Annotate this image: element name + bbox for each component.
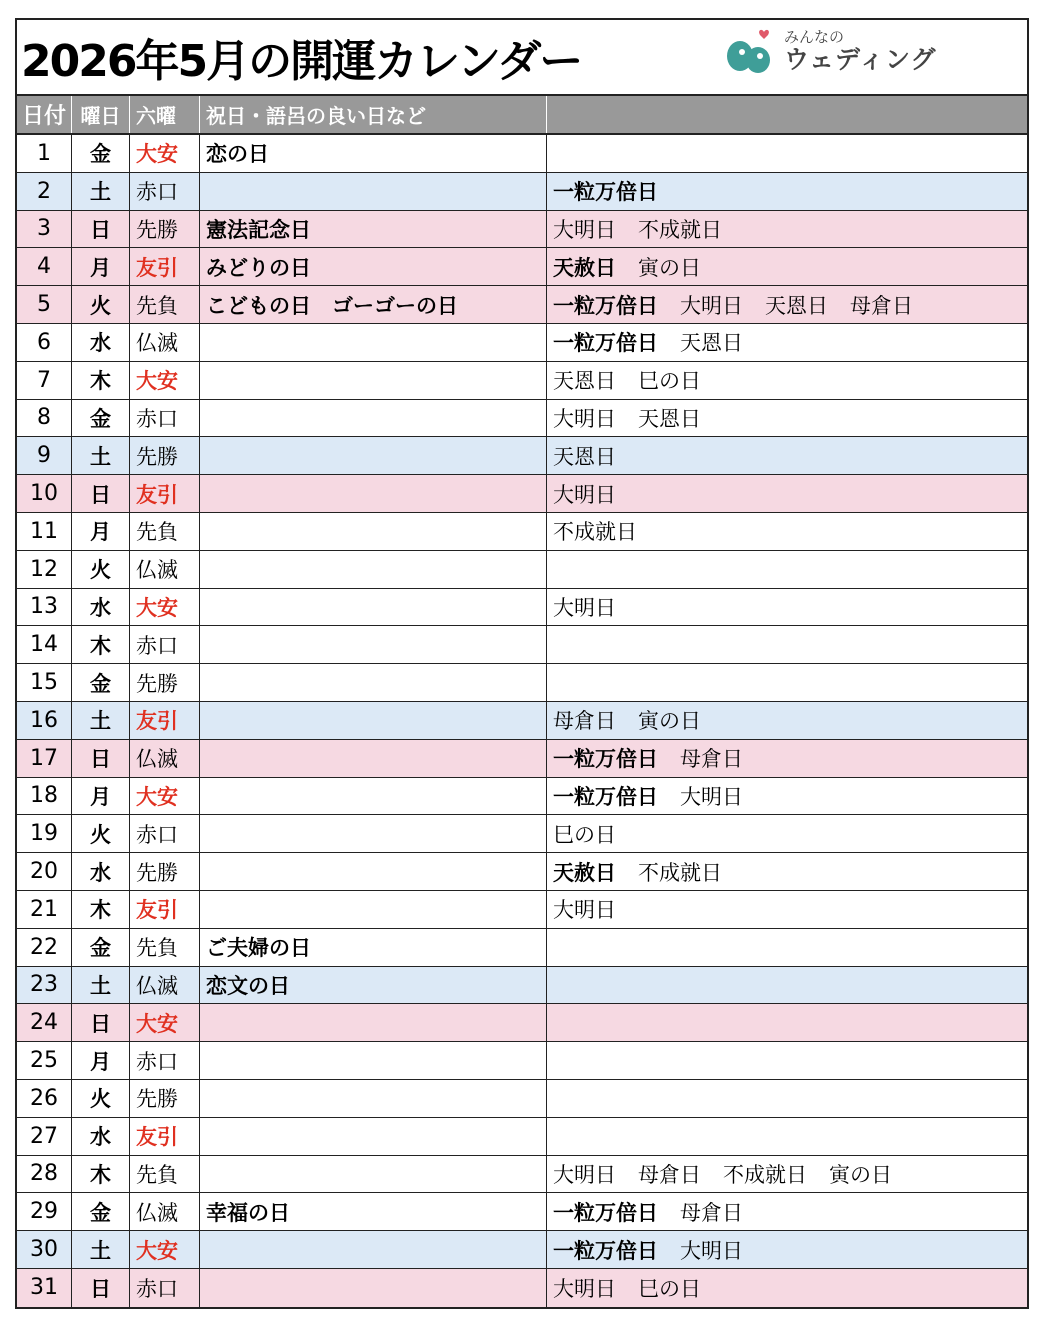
- lucky-day-item: 一粒万倍日: [553, 1200, 658, 1225]
- table-header: [17, 96, 1027, 135]
- lucky-days-cell: [547, 1231, 1027, 1268]
- rokuyo-cell: 先勝: [130, 437, 200, 474]
- lucky-days-cell: [547, 173, 1027, 210]
- date-cell: 2: [17, 173, 72, 210]
- weekday-cell: 水: [72, 589, 130, 626]
- date-cell: 28: [17, 1156, 72, 1193]
- weekday-cell: 土: [72, 1231, 130, 1268]
- lucky-day-item: 大明日: [553, 217, 616, 242]
- lucky-days-cell: [547, 1004, 1027, 1041]
- lucky-days-cell: [547, 1042, 1027, 1079]
- lucky-days-cell: [547, 248, 1027, 285]
- date-cell: 14: [17, 626, 72, 663]
- lucky-day-item: 大明日: [553, 406, 616, 431]
- logo-small-text: みんなの: [784, 28, 845, 46]
- weekday-cell: 月: [72, 1042, 130, 1079]
- lucky-day-item: 母倉日: [680, 747, 743, 772]
- lucky-days-cell: [547, 135, 1027, 172]
- rokuyo-cell: 先勝: [130, 664, 200, 701]
- lucky-days-cell: [547, 211, 1027, 248]
- weekday-cell: 火: [72, 551, 130, 588]
- rokuyo-cell: 先勝: [130, 211, 200, 248]
- date-cell: 19: [17, 815, 72, 852]
- lucky-days-cell: [547, 437, 1027, 474]
- weekday-cell: 金: [72, 1193, 130, 1230]
- lucky-day-item: 寅の日: [638, 255, 701, 280]
- holiday-cell: [200, 1004, 547, 1041]
- lucky-day-item: 天恩日: [680, 331, 743, 356]
- lucky-day-item: 大明日: [680, 293, 743, 318]
- rokuyo-cell: 先負: [130, 286, 200, 323]
- rokuyo-cell: 先勝: [130, 853, 200, 890]
- bird-logo-icon: [722, 26, 778, 76]
- holiday-cell: [200, 1156, 547, 1193]
- lucky-day-item: 天恩日: [553, 444, 616, 469]
- holiday-cell: [200, 1042, 547, 1079]
- weekday-cell: 金: [72, 664, 130, 701]
- table-row: [17, 173, 1027, 211]
- weekday-cell: 日: [72, 475, 130, 512]
- lucky-day-item: 不成就日: [638, 860, 722, 885]
- rokuyo-cell: 先負: [130, 1156, 200, 1193]
- holiday-cell: [200, 1269, 547, 1307]
- lucky-days-cell: [547, 664, 1027, 701]
- lucky-days-cell: [547, 1156, 1027, 1193]
- logo-large-text: ウェディング: [784, 45, 937, 74]
- lucky-days-cell: [547, 853, 1027, 890]
- rokuyo-cell: 先負: [130, 929, 200, 966]
- weekday-cell: 日: [72, 1269, 130, 1307]
- table-row: [17, 248, 1027, 286]
- rokuyo-cell: 仏滅: [130, 1193, 200, 1230]
- header-date: 日付: [17, 96, 72, 133]
- holiday-cell: [200, 400, 547, 437]
- rokuyo-cell: 仏滅: [130, 551, 200, 588]
- table-row: [17, 324, 1027, 362]
- table-row: [17, 135, 1027, 173]
- weekday-cell: 木: [72, 626, 130, 663]
- header-holiday: 祝日・語呂の良い日など: [200, 96, 547, 133]
- rokuyo-cell: 友引: [130, 1118, 200, 1155]
- header-rokuyo: 六曜: [130, 96, 200, 133]
- lucky-day-item: 母倉日: [553, 709, 616, 734]
- lucky-day-item: 大明日: [680, 784, 743, 809]
- weekday-cell: 金: [72, 135, 130, 172]
- date-cell: 20: [17, 853, 72, 890]
- weekday-cell: 火: [72, 1080, 130, 1117]
- lucky-days-cell: [547, 815, 1027, 852]
- date-cell: 21: [17, 891, 72, 928]
- date-cell: 3: [17, 211, 72, 248]
- date-cell: 26: [17, 1080, 72, 1117]
- lucky-day-item: 巳の日: [553, 822, 616, 847]
- lucky-day-item: 不成就日: [553, 520, 637, 545]
- lucky-days-cell: [547, 513, 1027, 550]
- table-row: [17, 1231, 1027, 1269]
- lucky-days-cell: [547, 324, 1027, 361]
- rokuyo-cell: 赤口: [130, 1269, 200, 1307]
- table-row: [17, 1042, 1027, 1080]
- lucky-day-item: 天恩日: [765, 293, 828, 318]
- date-cell: 10: [17, 475, 72, 512]
- date-cell: 15: [17, 664, 72, 701]
- table-row: [17, 551, 1027, 589]
- table-row: [17, 400, 1027, 438]
- rokuyo-cell: 大安: [130, 589, 200, 626]
- table-body: [17, 135, 1027, 1307]
- holiday-cell: [200, 1231, 547, 1268]
- date-cell: 23: [17, 967, 72, 1004]
- calendar-sheet: [15, 18, 1029, 1309]
- lucky-day-item: 大明日: [553, 482, 616, 507]
- lucky-days-cell: [547, 1269, 1027, 1307]
- table-row: [17, 362, 1027, 400]
- table-row: [17, 702, 1027, 740]
- weekday-cell: 土: [72, 173, 130, 210]
- weekday-cell: 月: [72, 248, 130, 285]
- date-cell: 6: [17, 324, 72, 361]
- rokuyo-cell: 赤口: [130, 173, 200, 210]
- header-weekday: 曜日: [72, 96, 130, 133]
- lucky-days-cell: [547, 967, 1027, 1004]
- lucky-day-item: 一粒万倍日: [553, 784, 658, 809]
- holiday-cell: [200, 173, 547, 210]
- holiday-cell: [200, 475, 547, 512]
- table-row: [17, 1004, 1027, 1042]
- rokuyo-cell: 仏滅: [130, 967, 200, 1004]
- rokuyo-cell: 先勝: [130, 1080, 200, 1117]
- table-row: [17, 286, 1027, 324]
- weekday-cell: 土: [72, 437, 130, 474]
- holiday-cell: みどりの日: [200, 248, 547, 285]
- page-title: 2026年5月の開運カレンダー: [21, 36, 582, 87]
- rokuyo-cell: 大安: [130, 362, 200, 399]
- lucky-day-item: 母倉日: [850, 293, 913, 318]
- weekday-cell: 火: [72, 286, 130, 323]
- table-row: [17, 1193, 1027, 1231]
- date-cell: 22: [17, 929, 72, 966]
- lucky-day-item: 大明日: [553, 1162, 616, 1187]
- table-row: [17, 475, 1027, 513]
- table-row: [17, 853, 1027, 891]
- lucky-day-item: 巳の日: [638, 369, 701, 394]
- table-row: [17, 967, 1027, 1005]
- table-row: [17, 437, 1027, 475]
- weekday-cell: 日: [72, 1004, 130, 1041]
- rokuyo-cell: 大安: [130, 135, 200, 172]
- lucky-day-item: 母倉日: [638, 1162, 701, 1187]
- rokuyo-cell: 赤口: [130, 1042, 200, 1079]
- date-cell: 1: [17, 135, 72, 172]
- lucky-days-cell: [547, 589, 1027, 626]
- table-row: [17, 1118, 1027, 1156]
- date-cell: 17: [17, 740, 72, 777]
- holiday-cell: [200, 740, 547, 777]
- weekday-cell: 土: [72, 702, 130, 739]
- holiday-cell: ご夫婦の日: [200, 929, 547, 966]
- lucky-day-item: 天赦日: [553, 860, 616, 885]
- date-cell: 25: [17, 1042, 72, 1079]
- table-row: [17, 1156, 1027, 1194]
- holiday-cell: [200, 702, 547, 739]
- lucky-day-item: 大明日: [553, 898, 616, 923]
- lucky-day-item: 大明日: [553, 1276, 616, 1301]
- weekday-cell: 金: [72, 929, 130, 966]
- lucky-day-item: 巳の日: [638, 1276, 701, 1301]
- lucky-day-item: 大明日: [680, 1238, 743, 1263]
- table-row: [17, 664, 1027, 702]
- date-cell: 29: [17, 1193, 72, 1230]
- table-row: [17, 626, 1027, 664]
- lucky-day-item: 寅の日: [638, 709, 701, 734]
- rokuyo-cell: 大安: [130, 778, 200, 815]
- rokuyo-cell: 赤口: [130, 400, 200, 437]
- rokuyo-cell: 大安: [130, 1004, 200, 1041]
- header-lucky-days: [547, 96, 1027, 133]
- holiday-cell: [200, 437, 547, 474]
- holiday-cell: 憲法記念日: [200, 211, 547, 248]
- date-cell: 11: [17, 513, 72, 550]
- holiday-cell: [200, 891, 547, 928]
- lucky-day-item: 寅の日: [829, 1162, 892, 1187]
- rokuyo-cell: 友引: [130, 248, 200, 285]
- title-row: [17, 20, 1027, 96]
- date-cell: 12: [17, 551, 72, 588]
- holiday-cell: [200, 664, 547, 701]
- weekday-cell: 水: [72, 324, 130, 361]
- holiday-cell: [200, 324, 547, 361]
- lucky-days-cell: [547, 362, 1027, 399]
- weekday-cell: 火: [72, 815, 130, 852]
- holiday-cell: [200, 1118, 547, 1155]
- date-cell: 13: [17, 589, 72, 626]
- lucky-days-cell: [547, 740, 1027, 777]
- holiday-cell: [200, 589, 547, 626]
- holiday-cell: [200, 513, 547, 550]
- rokuyo-cell: 赤口: [130, 626, 200, 663]
- weekday-cell: 水: [72, 1118, 130, 1155]
- lucky-days-cell: [547, 400, 1027, 437]
- lucky-day-item: 一粒万倍日: [553, 1238, 658, 1263]
- weekday-cell: 日: [72, 211, 130, 248]
- lucky-day-item: 天恩日: [638, 406, 701, 431]
- lucky-days-cell: [547, 1193, 1027, 1230]
- weekday-cell: 土: [72, 967, 130, 1004]
- holiday-cell: こどもの日 ゴーゴーの日: [200, 286, 547, 323]
- lucky-days-cell: [547, 475, 1027, 512]
- lucky-day-item: 一粒万倍日: [553, 747, 658, 772]
- date-cell: 5: [17, 286, 72, 323]
- lucky-day-item: 一粒万倍日: [553, 180, 658, 205]
- table-row: [17, 815, 1027, 853]
- lucky-days-cell: [547, 778, 1027, 815]
- table-row: [17, 929, 1027, 967]
- lucky-days-cell: [547, 626, 1027, 663]
- table-row: [17, 891, 1027, 929]
- table-row: [17, 589, 1027, 627]
- lucky-day-item: 一粒万倍日: [553, 331, 658, 356]
- holiday-cell: 恋文の日: [200, 967, 547, 1004]
- weekday-cell: 金: [72, 400, 130, 437]
- date-cell: 24: [17, 1004, 72, 1041]
- weekday-cell: 木: [72, 362, 130, 399]
- rokuyo-cell: 赤口: [130, 815, 200, 852]
- holiday-cell: [200, 815, 547, 852]
- lucky-day-item: 天恩日: [553, 369, 616, 394]
- logo: [722, 26, 937, 76]
- lucky-days-cell: [547, 1118, 1027, 1155]
- rokuyo-cell: 先負: [130, 513, 200, 550]
- weekday-cell: 月: [72, 513, 130, 550]
- lucky-days-cell: [547, 891, 1027, 928]
- rokuyo-cell: 仏滅: [130, 324, 200, 361]
- table-row: [17, 1080, 1027, 1118]
- rokuyo-cell: 友引: [130, 891, 200, 928]
- lucky-days-cell: [547, 286, 1027, 323]
- lucky-day-item: 不成就日: [638, 217, 722, 242]
- weekday-cell: 木: [72, 1156, 130, 1193]
- lucky-days-cell: [547, 702, 1027, 739]
- date-cell: 16: [17, 702, 72, 739]
- holiday-cell: [200, 551, 547, 588]
- rokuyo-cell: 友引: [130, 475, 200, 512]
- holiday-cell: [200, 362, 547, 399]
- holiday-cell: 恋の日: [200, 135, 547, 172]
- lucky-day-item: 大明日: [553, 595, 616, 620]
- weekday-cell: 水: [72, 853, 130, 890]
- table-row: [17, 211, 1027, 249]
- date-cell: 30: [17, 1231, 72, 1268]
- date-cell: 4: [17, 248, 72, 285]
- lucky-day-item: 母倉日: [680, 1200, 743, 1225]
- date-cell: 8: [17, 400, 72, 437]
- date-cell: 9: [17, 437, 72, 474]
- rokuyo-cell: 大安: [130, 1231, 200, 1268]
- table-row: [17, 513, 1027, 551]
- holiday-cell: [200, 778, 547, 815]
- weekday-cell: 月: [72, 778, 130, 815]
- rokuyo-cell: 仏滅: [130, 740, 200, 777]
- rokuyo-cell: 友引: [130, 702, 200, 739]
- lucky-days-cell: [547, 929, 1027, 966]
- lucky-days-cell: [547, 551, 1027, 588]
- weekday-cell: 日: [72, 740, 130, 777]
- date-cell: 18: [17, 778, 72, 815]
- lucky-day-item: 天赦日: [553, 255, 616, 280]
- holiday-cell: 幸福の日: [200, 1193, 547, 1230]
- date-cell: 31: [17, 1269, 72, 1307]
- holiday-cell: [200, 1080, 547, 1117]
- date-cell: 7: [17, 362, 72, 399]
- table-row: [17, 740, 1027, 778]
- table-row: [17, 1269, 1027, 1307]
- table-row: [17, 778, 1027, 816]
- lucky-days-cell: [547, 1080, 1027, 1117]
- lucky-day-item: 不成就日: [723, 1162, 807, 1187]
- holiday-cell: [200, 853, 547, 890]
- date-cell: 27: [17, 1118, 72, 1155]
- weekday-cell: 木: [72, 891, 130, 928]
- holiday-cell: [200, 626, 547, 663]
- lucky-day-item: 一粒万倍日: [553, 293, 658, 318]
